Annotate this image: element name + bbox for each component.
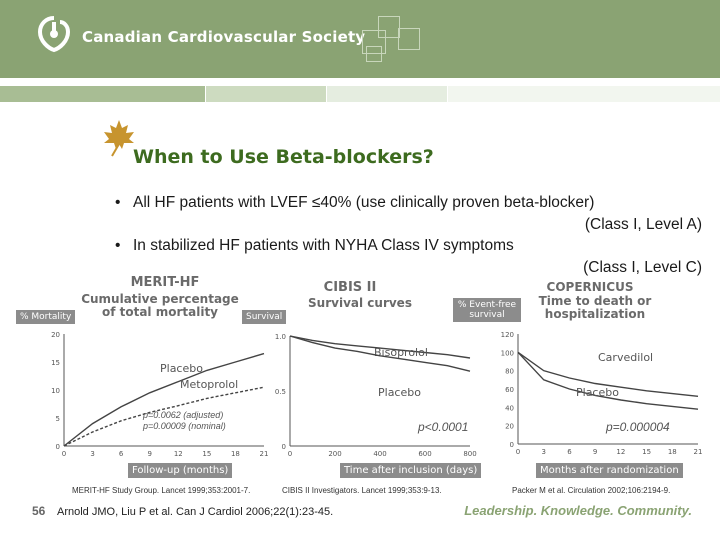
footer-tagline: Leadership. Knowledge. Community. — [464, 503, 692, 518]
pvalue: p=0.00009 (nominal) — [143, 421, 226, 431]
x-tick-label: 18 — [230, 450, 240, 458]
y-tick-label: 15 — [51, 359, 60, 367]
stripe-band — [0, 86, 205, 102]
series-label: Carvedilol — [598, 351, 654, 364]
pvalue: p=0.000004 — [606, 420, 670, 434]
pvalue: p=0.0062 (adjusted) — [143, 410, 224, 420]
x-tick-label: 15 — [202, 450, 212, 458]
x-tick-label: 6 — [118, 450, 124, 458]
y-tick-label: 0 — [281, 443, 286, 451]
page-number: 56 — [32, 504, 46, 518]
x-axis-tag: Time after inclusion (days) — [340, 463, 481, 478]
decor-square — [378, 16, 400, 38]
x-tick-label: 6 — [567, 448, 572, 456]
citation: MERIT-HF Study Group. Lancet 1999;353:2001-7. — [72, 486, 251, 495]
y-tick-label: 20 — [51, 331, 60, 339]
y-tick-label: 10 — [51, 387, 60, 395]
y-tick-label: 80 — [505, 367, 514, 376]
y-axis-tag: % Mortality — [16, 310, 75, 324]
bullet-dot: • — [115, 194, 121, 211]
series-label: Placebo — [576, 386, 619, 399]
decor-square — [366, 46, 382, 62]
panel-subtitle: Time to death or hospitalization — [538, 294, 652, 321]
footer-reference: Arnold JMO, Liu P et al. Can J Cardiol 2006;22(1):23-45. — [57, 506, 334, 518]
x-tick-label: 21 — [693, 448, 703, 456]
x-tick-label: 0 — [515, 448, 521, 456]
y-axis-tag: % Event-free survival — [453, 298, 521, 322]
merit-hf-chart — [40, 326, 280, 476]
stripe-band — [327, 86, 447, 102]
y-axis-tag: Survival — [242, 310, 286, 324]
series-label: Metoprolol — [180, 378, 239, 391]
x-tick-label: 400 — [373, 450, 387, 458]
series-label: Placebo — [378, 386, 421, 399]
x-axis-tag: Follow-up (months) — [128, 463, 232, 478]
y-tick-label: 0 — [55, 443, 60, 451]
stripe-band — [206, 86, 326, 102]
copernicus-chart — [490, 326, 710, 466]
series-label: Placebo — [160, 362, 203, 375]
x-tick-label: 18 — [667, 448, 677, 456]
panel-title: CIBIS II — [323, 280, 377, 295]
panel-subtitle: Cumulative percentage of total mortality — [81, 292, 239, 319]
pvalue: p<0.0001 — [418, 420, 469, 434]
x-tick-label: 3 — [90, 450, 95, 458]
y-tick-label: 20 — [505, 422, 514, 431]
panel-subtitle: Survival curves — [308, 296, 412, 310]
bullet-class: (Class I, Level A) — [584, 216, 702, 233]
cibis-ii-chart — [270, 326, 480, 466]
y-tick-label: 5 — [55, 415, 60, 423]
bullet-text: All HF patients with LVEF ≤40% (use clinically proven beta-blocker) — [133, 194, 595, 211]
y-tick-label: 60 — [505, 386, 514, 394]
x-tick-label: 15 — [642, 448, 652, 456]
series-label: Bisoprolol — [374, 346, 428, 359]
y-tick-label: 40 — [505, 404, 514, 413]
bullet-class: (Class I, Level C) — [583, 259, 702, 276]
x-tick-label: 12 — [173, 450, 183, 458]
ccs-logo-icon — [34, 14, 74, 54]
panel-title: MERIT-HF — [130, 275, 200, 290]
stripe-band — [448, 86, 720, 102]
y-tick-label: 120 — [500, 331, 514, 339]
x-tick-label: 12 — [616, 448, 626, 456]
x-tick-label: 0 — [287, 450, 293, 458]
x-tick-label: 9 — [592, 448, 598, 456]
x-tick-label: 9 — [147, 450, 152, 458]
bullet-dot: • — [115, 237, 121, 254]
header-title: Canadian Cardiovascular Society — [82, 28, 366, 46]
citation: CIBIS II Investigators. Lancet 1999;353:9-13. — [282, 486, 442, 495]
citation: Packer M et al. Circulation 2002;106:2194-9. — [512, 486, 671, 495]
slide-title: When to Use Beta-blockers? — [133, 146, 434, 168]
x-tick-label: 800 — [463, 450, 477, 458]
y-tick-label: 1.0 — [274, 333, 286, 341]
x-tick-label: 21 — [259, 450, 269, 458]
x-tick-label: 3 — [541, 448, 546, 456]
y-tick-label: 0 — [509, 441, 514, 449]
y-tick-label: 100 — [500, 349, 514, 358]
panel-title: COPERNICUS — [546, 280, 634, 294]
x-tick-label: 600 — [418, 450, 432, 458]
x-tick-label: 0 — [61, 450, 67, 458]
y-tick-label: 0.5 — [274, 388, 286, 396]
x-axis-tag: Months after randomization — [536, 463, 683, 478]
bullet-text: In stabilized HF patients with NYHA Class IV symptoms — [133, 237, 514, 254]
decor-square — [398, 28, 420, 50]
x-tick-label: 200 — [328, 450, 342, 458]
